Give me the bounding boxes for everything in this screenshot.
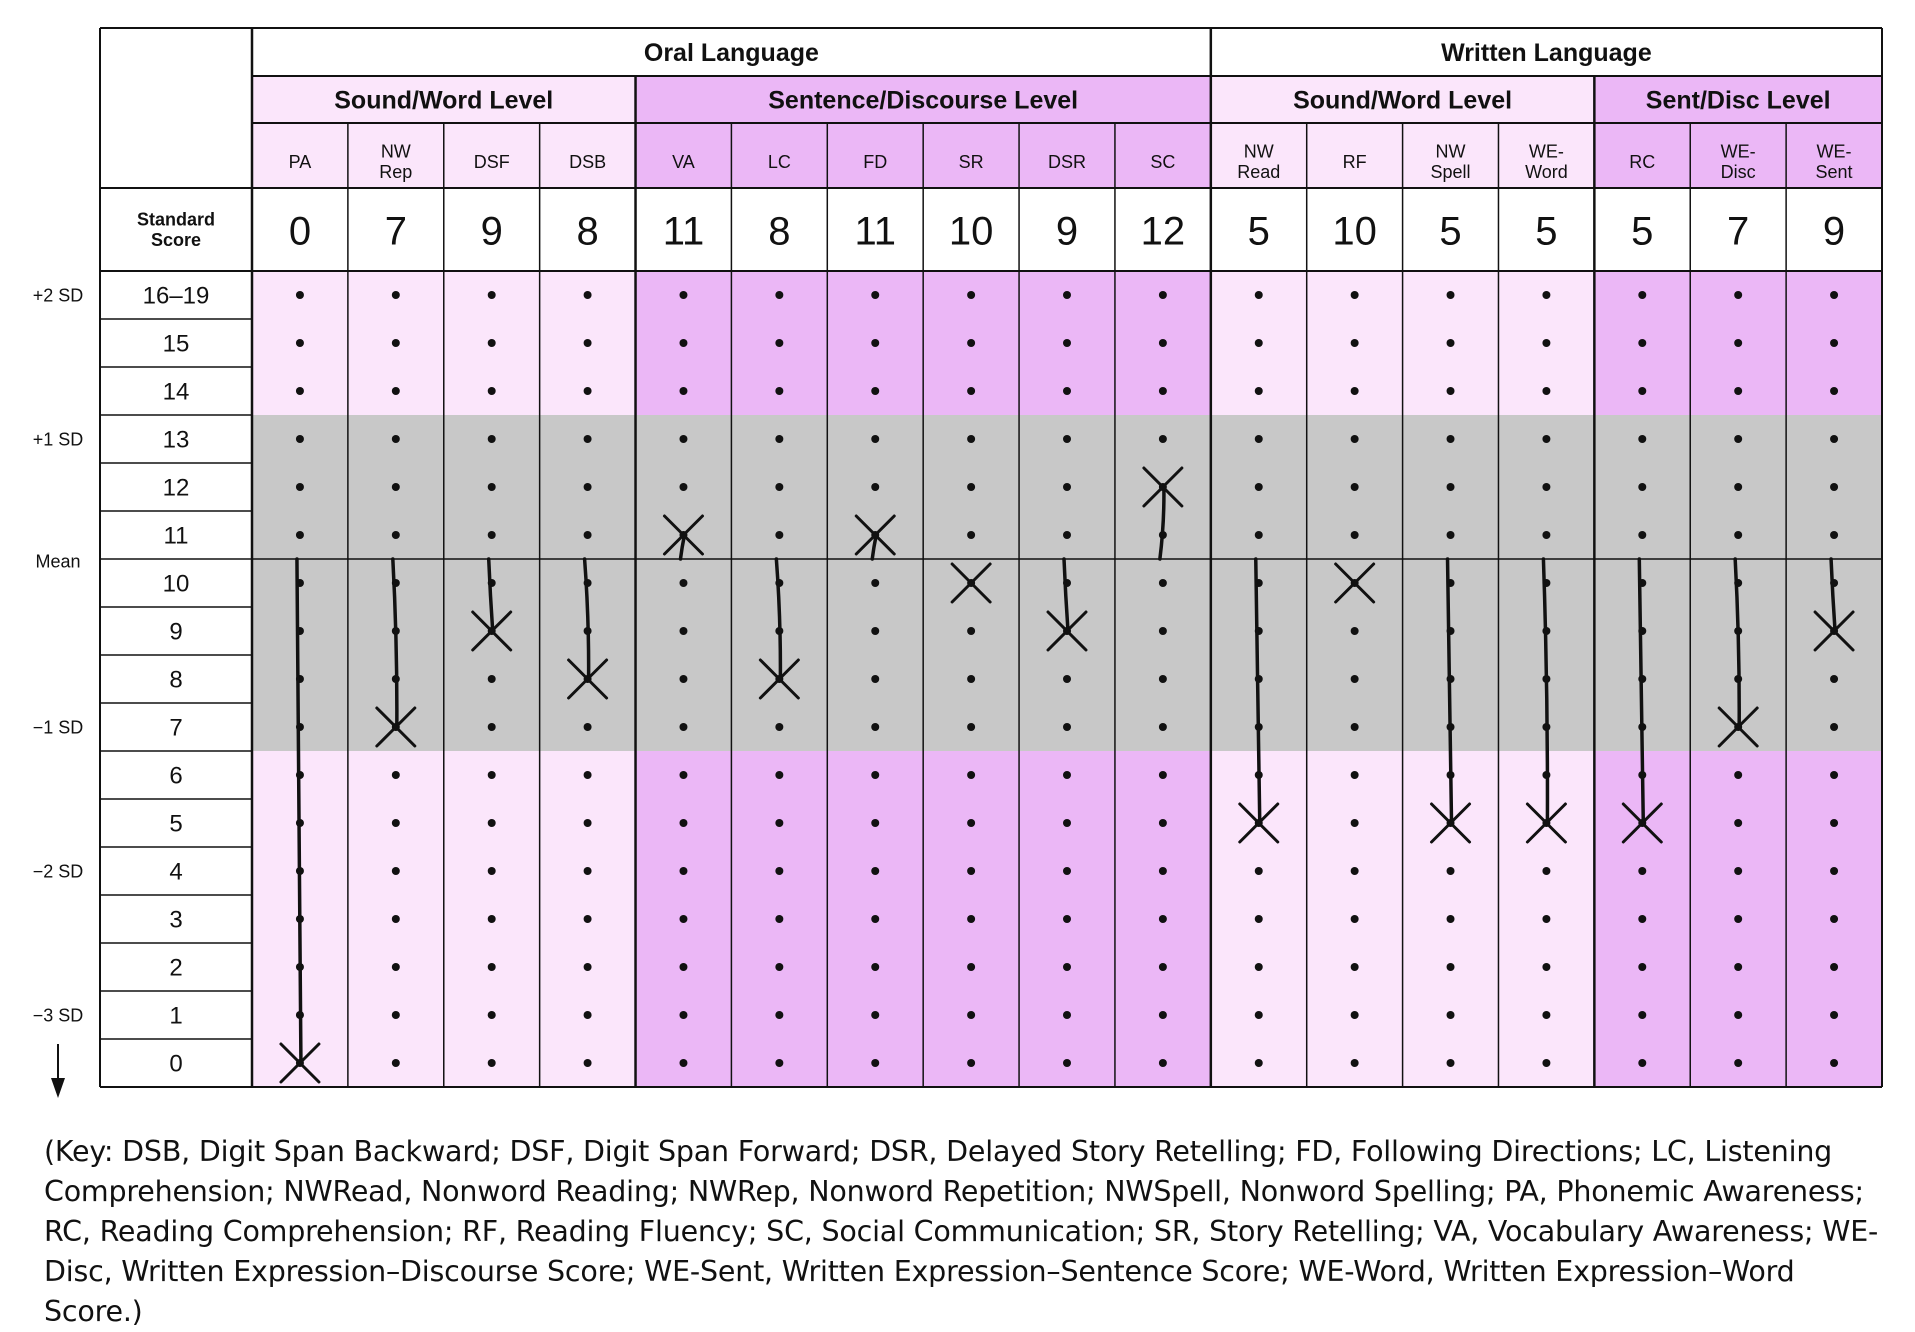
dot [1542, 963, 1550, 971]
row-label-9: 7 [169, 714, 183, 742]
dot [392, 819, 400, 827]
dot [488, 915, 496, 923]
dot [296, 435, 304, 443]
dot [679, 675, 687, 683]
dot [1255, 963, 1263, 971]
sd-marker-4: −2 SD [32, 861, 84, 882]
dot [1542, 867, 1550, 875]
score-value-10: 5 [1247, 209, 1270, 254]
sd-marker-5: −3 SD [32, 1005, 84, 1026]
dot [1830, 435, 1838, 443]
dot [679, 627, 687, 635]
subgroup-title-1: Sentence/Discourse Level [768, 86, 1079, 115]
dot [488, 771, 496, 779]
dot [1159, 819, 1167, 827]
dot [1734, 963, 1742, 971]
dot [392, 291, 400, 299]
dot [679, 339, 687, 347]
category-label-5: LC [767, 151, 791, 172]
dot [1159, 339, 1167, 347]
dot [1063, 531, 1071, 539]
dot [296, 291, 304, 299]
dot [1638, 867, 1646, 875]
dot [1351, 867, 1359, 875]
dot [967, 387, 975, 395]
dot [871, 819, 879, 827]
dot [871, 483, 879, 491]
dot [1255, 291, 1263, 299]
dot [1063, 867, 1071, 875]
dot [775, 387, 783, 395]
subgroup-title-0: Sound/Word Level [334, 86, 554, 115]
dot [1351, 387, 1359, 395]
dot [584, 1059, 592, 1067]
category-label-2: DSF [473, 151, 510, 172]
score-value-4: 11 [662, 209, 705, 254]
dot [1638, 915, 1646, 923]
dot [1734, 387, 1742, 395]
score-value-2: 9 [480, 209, 503, 254]
dot [1830, 963, 1838, 971]
dot [1830, 1059, 1838, 1067]
row-label-11: 5 [169, 810, 183, 838]
dot [584, 339, 592, 347]
dot [1542, 483, 1550, 491]
dot [679, 915, 687, 923]
dot [1255, 1011, 1263, 1019]
dot [1255, 1059, 1263, 1067]
dot [1542, 531, 1550, 539]
score-value-12: 5 [1439, 209, 1462, 254]
subgroup-title-2: Sound/Word Level [1293, 86, 1513, 115]
dot [488, 963, 496, 971]
dot [1351, 531, 1359, 539]
dot [1255, 483, 1263, 491]
dot [871, 1011, 879, 1019]
dot [1351, 627, 1359, 635]
dot [1447, 531, 1455, 539]
score-value-1: 7 [384, 209, 407, 254]
dot [1542, 915, 1550, 923]
dot [1638, 531, 1646, 539]
dot [584, 291, 592, 299]
dot [1351, 771, 1359, 779]
category-label-15: WE-Disc [1720, 141, 1756, 182]
dot [1159, 435, 1167, 443]
dot [1447, 1011, 1455, 1019]
dot [1638, 483, 1646, 491]
key-legend: (Key: DSB, Digit Span Backward; DSF, Digit Span Forward; DSR, Delayed Story Retelling; FD, Following Directions; LC, Listening Comprehension; NWRead, Nonword Reading; NWRep, Nonword Repetition; NWSpell, Nonword Spelling; PA, Phonemic Awareness; RC, Reading Comprehension; RF, Reading Fluency; SC, Social Communication; SR, Story Retelling; VA, Vocabulary Awareness; WE-Disc, Written Expression–Discourse Score; WE-Sent, Written Expression–Sentence Score; WE-Word, Written Expression–Word Score.) [44, 1135, 1879, 1328]
dot [584, 915, 592, 923]
dot [1734, 819, 1742, 827]
dot [1734, 483, 1742, 491]
dot [1159, 675, 1167, 683]
dot [1159, 915, 1167, 923]
dot [584, 819, 592, 827]
dot [1542, 291, 1550, 299]
dot [1063, 771, 1071, 779]
dot [392, 387, 400, 395]
category-label-11: RF [1342, 151, 1367, 172]
dot [967, 627, 975, 635]
score-value-16: 9 [1822, 209, 1846, 254]
dot [1638, 1011, 1646, 1019]
dot [584, 483, 592, 491]
score-value-3: 8 [576, 209, 599, 254]
dot [1830, 339, 1838, 347]
score-value-8: 9 [1055, 209, 1079, 254]
dot [775, 339, 783, 347]
category-label-13: WE-Word [1525, 141, 1568, 182]
row-label-7: 9 [169, 618, 183, 646]
category-label-8: DSR [1047, 151, 1087, 172]
dot [1830, 675, 1838, 683]
dot [679, 819, 687, 827]
dot [392, 531, 400, 539]
dot [1542, 387, 1550, 395]
dot [871, 867, 879, 875]
dot [1447, 963, 1455, 971]
dot [1063, 291, 1071, 299]
dot [1734, 1011, 1742, 1019]
dot [1734, 339, 1742, 347]
sd-marker-0: +2 SD [32, 285, 84, 306]
dot [1447, 867, 1455, 875]
row-label-0: 16–19 [142, 282, 210, 310]
score-value-13: 5 [1535, 209, 1558, 254]
dot [488, 483, 496, 491]
row-label-12: 4 [169, 858, 183, 886]
dot [1063, 339, 1071, 347]
dot [1063, 915, 1071, 923]
dot [1734, 867, 1742, 875]
dot [679, 291, 687, 299]
score-value-5: 8 [768, 209, 791, 254]
dot [1255, 531, 1263, 539]
dot [1447, 483, 1455, 491]
dot [1351, 435, 1359, 443]
score-value-0: 0 [288, 209, 312, 254]
dot [775, 291, 783, 299]
dot [775, 771, 783, 779]
dot [1830, 1011, 1838, 1019]
dot [679, 723, 687, 731]
dot [1159, 1059, 1167, 1067]
dot [1638, 387, 1646, 395]
row-label-14: 2 [169, 954, 183, 982]
dot [871, 1059, 879, 1067]
dot [871, 915, 879, 923]
dot [967, 723, 975, 731]
dot [1063, 819, 1071, 827]
sd-marker-3: −1 SD [32, 717, 84, 738]
dot [584, 771, 592, 779]
dot [1063, 1011, 1071, 1019]
dot [967, 483, 975, 491]
dot [1734, 435, 1742, 443]
group-title-1: Written Language [1441, 38, 1652, 67]
dot [392, 1011, 400, 1019]
dot [488, 723, 496, 731]
category-label-6: FD [863, 151, 888, 172]
category-label-3: DSB [569, 151, 607, 172]
dot [871, 387, 879, 395]
category-label-12: NW Spell [1430, 141, 1471, 182]
dot [1063, 723, 1071, 731]
standard-score-label: Standard Score [136, 209, 216, 250]
dot [392, 915, 400, 923]
dot [1255, 915, 1263, 923]
score-value-15: 7 [1727, 209, 1750, 254]
dot [296, 483, 304, 491]
dot [1159, 771, 1167, 779]
dot [1542, 339, 1550, 347]
score-value-14: 5 [1631, 209, 1654, 254]
dot [967, 771, 975, 779]
dot [967, 531, 975, 539]
dot [392, 771, 400, 779]
dot [488, 435, 496, 443]
row-label-4: 12 [162, 474, 190, 502]
dot [1638, 291, 1646, 299]
dot [1159, 627, 1167, 635]
dot [392, 339, 400, 347]
dot [1063, 387, 1071, 395]
dot [775, 819, 783, 827]
dot [1542, 1059, 1550, 1067]
dot [871, 723, 879, 731]
dot [871, 675, 879, 683]
dot [1159, 963, 1167, 971]
row-label-13: 3 [169, 906, 183, 934]
dot [679, 1011, 687, 1019]
dot [775, 435, 783, 443]
dot [1734, 531, 1742, 539]
dot [679, 483, 687, 491]
dot [1351, 819, 1359, 827]
dot [775, 531, 783, 539]
dot [1830, 723, 1838, 731]
down-arrow-head [51, 1078, 65, 1098]
dot [1542, 1011, 1550, 1019]
dot [1159, 579, 1167, 587]
dot [679, 1059, 687, 1067]
dot [488, 531, 496, 539]
dot [679, 387, 687, 395]
dot [1063, 963, 1071, 971]
dot [775, 867, 783, 875]
dot [679, 435, 687, 443]
dot [1447, 291, 1455, 299]
row-label-10: 6 [169, 762, 183, 790]
dot [871, 963, 879, 971]
category-label-10: NW Read [1237, 141, 1281, 182]
dot [1830, 531, 1838, 539]
dot [679, 867, 687, 875]
score-value-6: 11 [854, 209, 897, 254]
dot [871, 291, 879, 299]
dot [1830, 291, 1838, 299]
dot [1351, 291, 1359, 299]
dot [1734, 1059, 1742, 1067]
dot [1063, 435, 1071, 443]
dot [296, 339, 304, 347]
dot [1351, 1011, 1359, 1019]
category-label-7: SR [958, 151, 984, 172]
dot [392, 483, 400, 491]
dot [679, 963, 687, 971]
dot [1351, 915, 1359, 923]
row-label-6: 10 [162, 570, 190, 598]
dot [1542, 435, 1550, 443]
dot [967, 675, 975, 683]
dot [296, 531, 304, 539]
dot [1830, 819, 1838, 827]
dot [1638, 435, 1646, 443]
dot [871, 771, 879, 779]
dot [967, 339, 975, 347]
dot [296, 387, 304, 395]
dot [1255, 339, 1263, 347]
dot [1159, 867, 1167, 875]
dot [392, 1059, 400, 1067]
dot [1734, 291, 1742, 299]
dot [775, 1011, 783, 1019]
row-label-3: 13 [162, 426, 190, 454]
sd-marker-2: Mean [35, 551, 81, 572]
category-label-1: NW Rep [379, 141, 413, 182]
dot [1159, 291, 1167, 299]
row-label-16: 0 [169, 1050, 183, 1078]
dot [488, 339, 496, 347]
dot [1351, 963, 1359, 971]
dot [392, 435, 400, 443]
dot [775, 915, 783, 923]
dot [967, 819, 975, 827]
dot [1734, 771, 1742, 779]
dot [1351, 483, 1359, 491]
dot [1830, 771, 1838, 779]
dot [584, 1011, 592, 1019]
dot [967, 1011, 975, 1019]
dot [1351, 1059, 1359, 1067]
dot [967, 915, 975, 923]
dot [1159, 387, 1167, 395]
dot [488, 1059, 496, 1067]
category-label-14: RC [1629, 151, 1656, 172]
dot [1830, 915, 1838, 923]
score-value-9: 12 [1140, 209, 1186, 254]
row-label-8: 8 [169, 666, 183, 694]
dot [1351, 723, 1359, 731]
score-value-7: 10 [948, 209, 994, 254]
dot [775, 963, 783, 971]
dot [1447, 387, 1455, 395]
category-label-0: PA [288, 151, 312, 172]
row-label-2: 14 [162, 378, 190, 406]
dot [1255, 387, 1263, 395]
dot [584, 531, 592, 539]
dot [1830, 867, 1838, 875]
dot [584, 963, 592, 971]
dot [775, 483, 783, 491]
dot [392, 963, 400, 971]
dot [1447, 435, 1455, 443]
category-label-16: WE-Sent [1815, 141, 1853, 182]
dot [488, 675, 496, 683]
dot [1159, 723, 1167, 731]
row-label-15: 1 [169, 1002, 183, 1030]
dot [584, 435, 592, 443]
dot [967, 867, 975, 875]
dot [967, 435, 975, 443]
dot [1638, 963, 1646, 971]
row-label-1: 15 [162, 330, 190, 358]
dot [775, 1059, 783, 1067]
dot [1351, 339, 1359, 347]
dot [1638, 1059, 1646, 1067]
dot [1255, 867, 1263, 875]
dot [1638, 339, 1646, 347]
dot [488, 867, 496, 875]
dot [488, 819, 496, 827]
dot [871, 339, 879, 347]
dot [584, 387, 592, 395]
group-title-0: Oral Language [643, 38, 819, 67]
dot [1255, 435, 1263, 443]
dot [488, 1011, 496, 1019]
category-label-9: SC [1150, 151, 1176, 172]
dot [488, 387, 496, 395]
dot [1063, 483, 1071, 491]
dot [871, 435, 879, 443]
dot [871, 627, 879, 635]
row-label-5: 11 [163, 522, 189, 550]
dot [584, 867, 592, 875]
subgroup-title-3: Sent/Disc Level [1645, 86, 1831, 115]
dot [679, 579, 687, 587]
dot [584, 723, 592, 731]
dot [871, 579, 879, 587]
dot [1830, 387, 1838, 395]
dot [1734, 915, 1742, 923]
dot [1447, 1059, 1455, 1067]
dot [775, 723, 783, 731]
dot [967, 291, 975, 299]
dot [392, 867, 400, 875]
dot [1447, 339, 1455, 347]
dot [1830, 483, 1838, 491]
dot [488, 291, 496, 299]
score-value-11: 10 [1332, 209, 1377, 254]
dot [1063, 675, 1071, 683]
dot [967, 1059, 975, 1067]
category-label-4: VA [672, 151, 695, 172]
dot [1351, 675, 1359, 683]
dot [1447, 915, 1455, 923]
sd-marker-1: +1 SD [32, 429, 84, 450]
dot [1159, 1011, 1167, 1019]
dot [1063, 1059, 1071, 1067]
dot [967, 963, 975, 971]
dot [679, 771, 687, 779]
